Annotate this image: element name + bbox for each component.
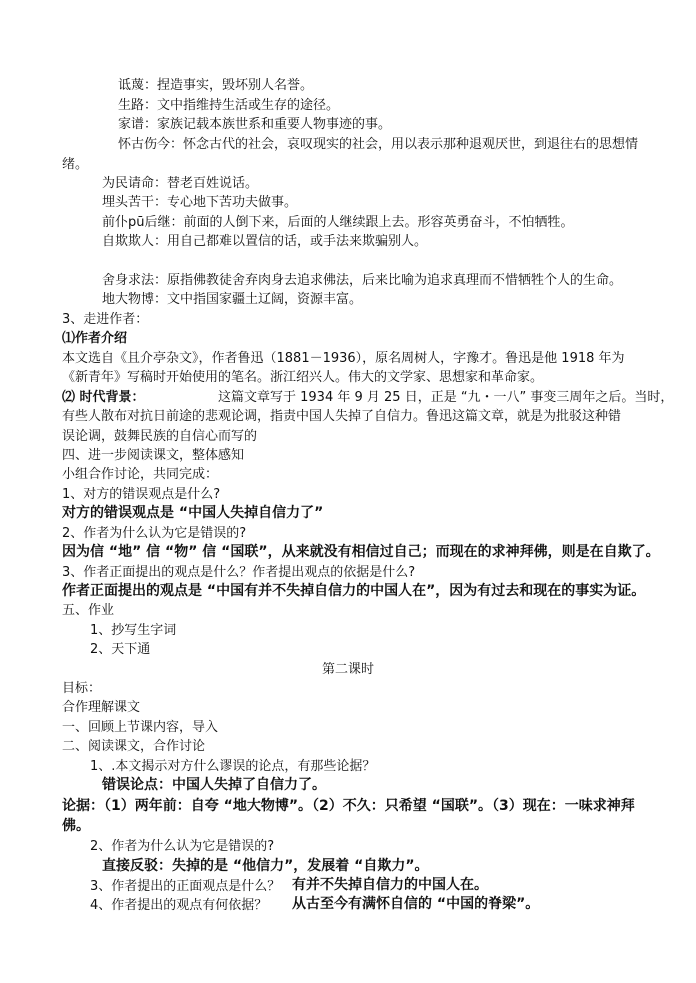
question: 3、作者提出的正面观点是什么？ bbox=[90, 879, 281, 894]
section-intro: 小组合作讨论，共同完成： bbox=[62, 467, 219, 482]
answer: 佛。 bbox=[62, 818, 90, 834]
lesson-title: 第二课时 bbox=[322, 662, 375, 677]
vocab-line: 诋蔑：捏造事实，毁坏别人名誉。 bbox=[118, 78, 314, 93]
step: 一、回顾上节课内容，导入 bbox=[62, 720, 219, 735]
author-text: 本文选自《且介亭杂文》，作者鲁迅（1881－1936），原名周树人，字豫才。鲁迅是他 1918 年为 bbox=[62, 351, 625, 366]
vocab-line: 自欺欺人：用自己都难以置信的话，或手法来欺骗别人。 bbox=[102, 234, 428, 249]
answer: 因为信 “地” 信 “物” 信 “国联”，从来就没有相信过自己；而现在的求神拜佛，则是在自欺了。 bbox=[62, 544, 660, 560]
section-heading: 3、走进作者： bbox=[62, 312, 149, 327]
vocab-line: 前仆pū后继：前面的人倒下来，后面的人继续跟上去。形容英勇奋斗，不怕牺牲。 bbox=[102, 215, 574, 230]
question: 2、作者为什么认为它是错误的? bbox=[62, 526, 247, 541]
question: 2、作者为什么认为它是错误的? bbox=[90, 839, 275, 854]
background-text: 有些人散布对抗日前途的悲观论调，指责中国人失掉了自信力。鲁迅这篇文章，就是为批驳这种错 bbox=[62, 409, 622, 424]
author-title: ⑴作者介绍 bbox=[62, 331, 128, 346]
goal-text: 合作理解课文 bbox=[62, 700, 141, 715]
answer: 有并不失掉自信力的中国人在。 bbox=[292, 877, 488, 893]
vocab-line: 绪。 bbox=[62, 157, 89, 172]
vocab-line: 为民请命：替老百姓说话。 bbox=[102, 176, 259, 191]
vocab-line: 生路：文中指维持生活或生存的途径。 bbox=[118, 98, 340, 113]
homework-item: 1、抄写生字词 bbox=[90, 623, 177, 638]
question: 1、对方的错误观点是什么? bbox=[62, 487, 221, 502]
step: 二、阅读课文，合作讨论 bbox=[62, 739, 206, 754]
goal-label: 目标： bbox=[62, 681, 102, 696]
homework-item: 2、天下通 bbox=[90, 642, 151, 657]
background-text: 这篇文章写于 1934 年 9 月 25 日，正是 “九・一八” 事变三周年之后。当时， bbox=[218, 390, 674, 405]
answer: 错误论点：中国人失掉了自信力了。 bbox=[102, 777, 326, 793]
answer: 论据：（1）两年前：自夸 “地大物博”。（2）不久：只希望 “国联”。（3）现在：一味求神拜 bbox=[62, 798, 635, 814]
question: 4、作者提出的观点有何依据？ bbox=[90, 898, 268, 913]
section-heading: 四、进一步阅读课文，整体感知 bbox=[62, 448, 245, 463]
vocab-line: 埋头苦干：专心地下苦功夫做事。 bbox=[102, 195, 298, 210]
question: 1、.本文揭示对方什么谬误的论点，有那些论据？ bbox=[90, 759, 376, 774]
background-text: 误论调，鼓舞民族的自信心而写的 bbox=[62, 429, 258, 444]
section-heading: 五、作业 bbox=[62, 603, 115, 618]
answer: 对方的错误观点是 “中国人失掉自信力了” bbox=[62, 505, 324, 521]
answer: 直接反驳：失掉的是 “他信力”，发展着 “自欺力”。 bbox=[102, 858, 429, 874]
background-title: ⑵ 时代背景： bbox=[62, 390, 145, 405]
answer: 从古至今有满怀自信的 “中国的脊梁”。 bbox=[292, 896, 540, 912]
vocab-line: 家谱：家族记载本族世系和重要人物事迹的事。 bbox=[118, 117, 392, 132]
vocab-line: 怀古伤今：怀念古代的社会，哀叹现实的社会，用以表示那种退观厌世，到退往右的思想情 bbox=[118, 137, 639, 152]
vocab-line: 地大物博：文中指国家疆土辽阔，资源丰富。 bbox=[102, 292, 363, 307]
question: 3、作者正面提出的观点是什么？作者提出观点的依据是什么? bbox=[62, 565, 416, 580]
answer: 作者正面提出的观点是 “中国有并不失掉自信力的中国人在”，因为有过去和现在的事实为证。 bbox=[62, 583, 646, 599]
vocab-line: 舍身求法：原指佛教徒舍弃肉身去追求佛法，后来比喻为追求真理而不惜牺牲个人的生命。 bbox=[102, 273, 623, 288]
author-text: 《新青年》写稿时开始使用的笔名。浙江绍兴人。伟大的文学家、思想家和革命家。 bbox=[62, 370, 544, 385]
